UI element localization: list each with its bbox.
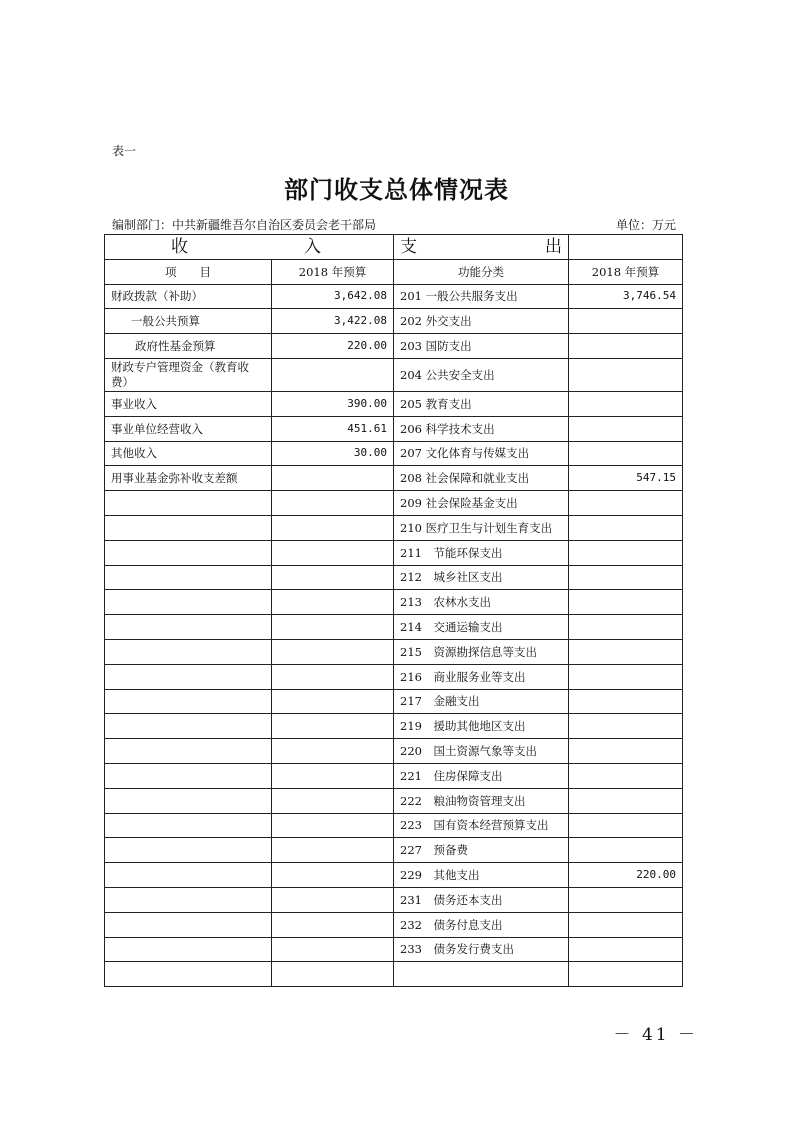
expense-amount-cell [569,838,683,863]
table-row [105,491,683,516]
expense-item-cell: 205 教育支出 [394,391,569,416]
table-row [105,689,683,714]
section-header-row [105,235,683,260]
income-item-cell [105,714,272,739]
income-item-cell [105,763,272,788]
expense-amount-cell [569,887,683,912]
expense-amount-cell [569,714,683,739]
expense-amount-cell [569,739,683,764]
income-item-cell [105,887,272,912]
income-item-cell: 财政拨款（补助） [105,284,272,309]
expense-item-cell [394,962,569,987]
expense-amount-cell [569,763,683,788]
income-item-cell [105,590,272,615]
income-item-cell [105,838,272,863]
expense-amount-cell [569,937,683,962]
expense-item-cell: 207 文化体育与传媒支出 [394,441,569,466]
expense-amount-cell: 547.15 [569,466,683,491]
income-amount-cell [272,358,394,391]
table-row [105,887,683,912]
column-header-row [105,259,683,284]
income-item-cell [105,937,272,962]
expense-item-cell: 219 援助其他地区支出 [394,714,569,739]
income-amount-cell [272,491,394,516]
expense-item-cell: 215 资源勘探信息等支出 [394,639,569,664]
expense-section-header [394,235,569,260]
expense-amount-cell [569,515,683,540]
expense-item-cell: 229 其他支出 [394,863,569,888]
expense-amount-cell [569,565,683,590]
income-item-cell [105,664,272,689]
table-row [105,466,683,491]
income-amount-cell [272,565,394,590]
income-item-cell [105,813,272,838]
expense-amount-cell [569,309,683,334]
income-item-cell [105,515,272,540]
expense-amount-cell [569,590,683,615]
income-amount-cell [272,664,394,689]
unit-label: 单位：万元 [615,218,676,232]
table-row [105,416,683,441]
income-item-cell: 财政专户管理资金（教育收费） [105,358,272,391]
income-item-cell [105,540,272,565]
table-row [105,962,683,987]
department-label: 编制部门：中共新疆维吾尔自治区委员会老干部局 [112,218,377,232]
expense-amount-cell [569,912,683,937]
expense-item-cell: 216 商业服务业等支出 [394,664,569,689]
expense-section-header-blank [569,235,683,260]
table-row [105,334,683,359]
table-row [105,739,683,764]
income-amount-cell [272,863,394,888]
expense-amount-cell [569,813,683,838]
expense-amount-cell [569,391,683,416]
income-amount-cell [272,639,394,664]
expense-amount-cell [569,664,683,689]
expense-item-cell: 223 国有资本经营预算支出 [394,813,569,838]
table-label: 表一 [112,144,137,158]
income-header-char2: 入 [304,236,321,257]
expense-item-cell: 214 交通运输支出 [394,615,569,640]
expense-amount-cell [569,689,683,714]
expense-item-cell: 210 医疗卫生与计划生育支出 [394,515,569,540]
income-item-cell [105,788,272,813]
table-row [105,763,683,788]
expense-header-char1: 支 [400,236,417,257]
income-item-cell [105,689,272,714]
expense-amount-cell [569,441,683,466]
income-item-cell: 事业单位经营收入 [105,416,272,441]
income-item-cell [105,491,272,516]
col-header-item: 项 目 [105,259,272,284]
col-header-expense-budget: 2018 年预算 [569,259,683,284]
income-section-header [105,235,394,260]
expense-item-cell: 232 债务付息支出 [394,912,569,937]
expense-item-cell: 222 粮油物资管理支出 [394,788,569,813]
income-amount-cell: 30.00 [272,441,394,466]
expense-item-cell: 202 外交支出 [394,309,569,334]
income-item-cell [105,615,272,640]
table-row [105,615,683,640]
income-amount-cell [272,838,394,863]
table-row [105,391,683,416]
table-row [105,515,683,540]
income-item-cell [105,912,272,937]
expense-item-cell: 206 科学技术支出 [394,416,569,441]
table-row [105,358,683,391]
income-amount-cell [272,515,394,540]
expense-amount-cell [569,962,683,987]
expense-item-cell: 217 金融支出 [394,689,569,714]
expense-item-cell: 211 节能环保支出 [394,540,569,565]
expense-item-cell: 227 预备费 [394,838,569,863]
expense-header-char2: 出 [545,236,562,257]
income-item-cell [105,962,272,987]
expense-amount-cell [569,788,683,813]
table-row [105,863,683,888]
expense-item-cell: 213 农林水支出 [394,590,569,615]
income-item-cell [105,863,272,888]
col-header-function: 功能分类 [394,259,569,284]
income-amount-cell [272,962,394,987]
expense-item-cell: 233 债务发行费支出 [394,937,569,962]
expense-amount-cell [569,540,683,565]
income-item-cell: 其他收入 [105,441,272,466]
income-item-cell [105,639,272,664]
table-row [105,788,683,813]
income-item-cell: 政府性基金预算 [105,334,272,359]
income-item-cell: 用事业基金弥补收支差额 [105,466,272,491]
table-row [105,912,683,937]
table-row [105,838,683,863]
income-amount-cell [272,739,394,764]
income-amount-cell [272,788,394,813]
income-amount-cell [272,540,394,565]
table-row [105,664,683,689]
expense-item-cell: 221 住房保障支出 [394,763,569,788]
income-amount-cell [272,714,394,739]
expense-item-cell: 208 社会保障和就业支出 [394,466,569,491]
income-amount-cell [272,615,394,640]
expense-amount-cell [569,615,683,640]
table-row [105,590,683,615]
expense-amount-cell [569,416,683,441]
income-item-cell [105,565,272,590]
income-amount-cell [272,590,394,615]
income-amount-cell [272,689,394,714]
expense-item-cell: 201 一般公共服务支出 [394,284,569,309]
expense-amount-cell: 220.00 [569,863,683,888]
table-row [105,565,683,590]
income-amount-cell [272,763,394,788]
expense-item-cell: 209 社会保险基金支出 [394,491,569,516]
table-row [105,441,683,466]
expense-amount-cell: 3,746.54 [569,284,683,309]
expense-item-cell: 231 债务还本支出 [394,887,569,912]
expense-amount-cell [569,639,683,664]
income-amount-cell [272,887,394,912]
table-row [105,813,683,838]
budget-table [104,234,683,987]
income-amount-cell [272,912,394,937]
income-amount-cell: 3,642.08 [272,284,394,309]
expense-item-cell: 220 国土资源气象等支出 [394,739,569,764]
income-amount-cell [272,937,394,962]
expense-item-cell: 212 城乡社区支出 [394,565,569,590]
income-item-cell: 一般公共预算 [105,309,272,334]
page-title: 部门收支总体情况表 [284,176,509,204]
income-amount-cell: 3,422.08 [272,309,394,334]
income-amount-cell [272,813,394,838]
expense-amount-cell [569,491,683,516]
col-header-income-budget: 2018 年预算 [272,259,394,284]
income-amount-cell [272,466,394,491]
income-item-cell [105,739,272,764]
table-row [105,540,683,565]
table-row [105,309,683,334]
table-row [105,639,683,664]
income-amount-cell: 390.00 [272,391,394,416]
table-row [105,937,683,962]
table-row [105,714,683,739]
expense-amount-cell [569,334,683,359]
income-amount-cell: 451.61 [272,416,394,441]
expense-item-cell: 204 公共安全支出 [394,358,569,391]
income-item-cell: 事业收入 [105,391,272,416]
income-header-char1: 收 [171,236,188,257]
expense-amount-cell [569,358,683,391]
table-row [105,284,683,309]
income-amount-cell: 220.00 [272,334,394,359]
page-number: － 41 － [613,1025,698,1045]
expense-item-cell: 203 国防支出 [394,334,569,359]
